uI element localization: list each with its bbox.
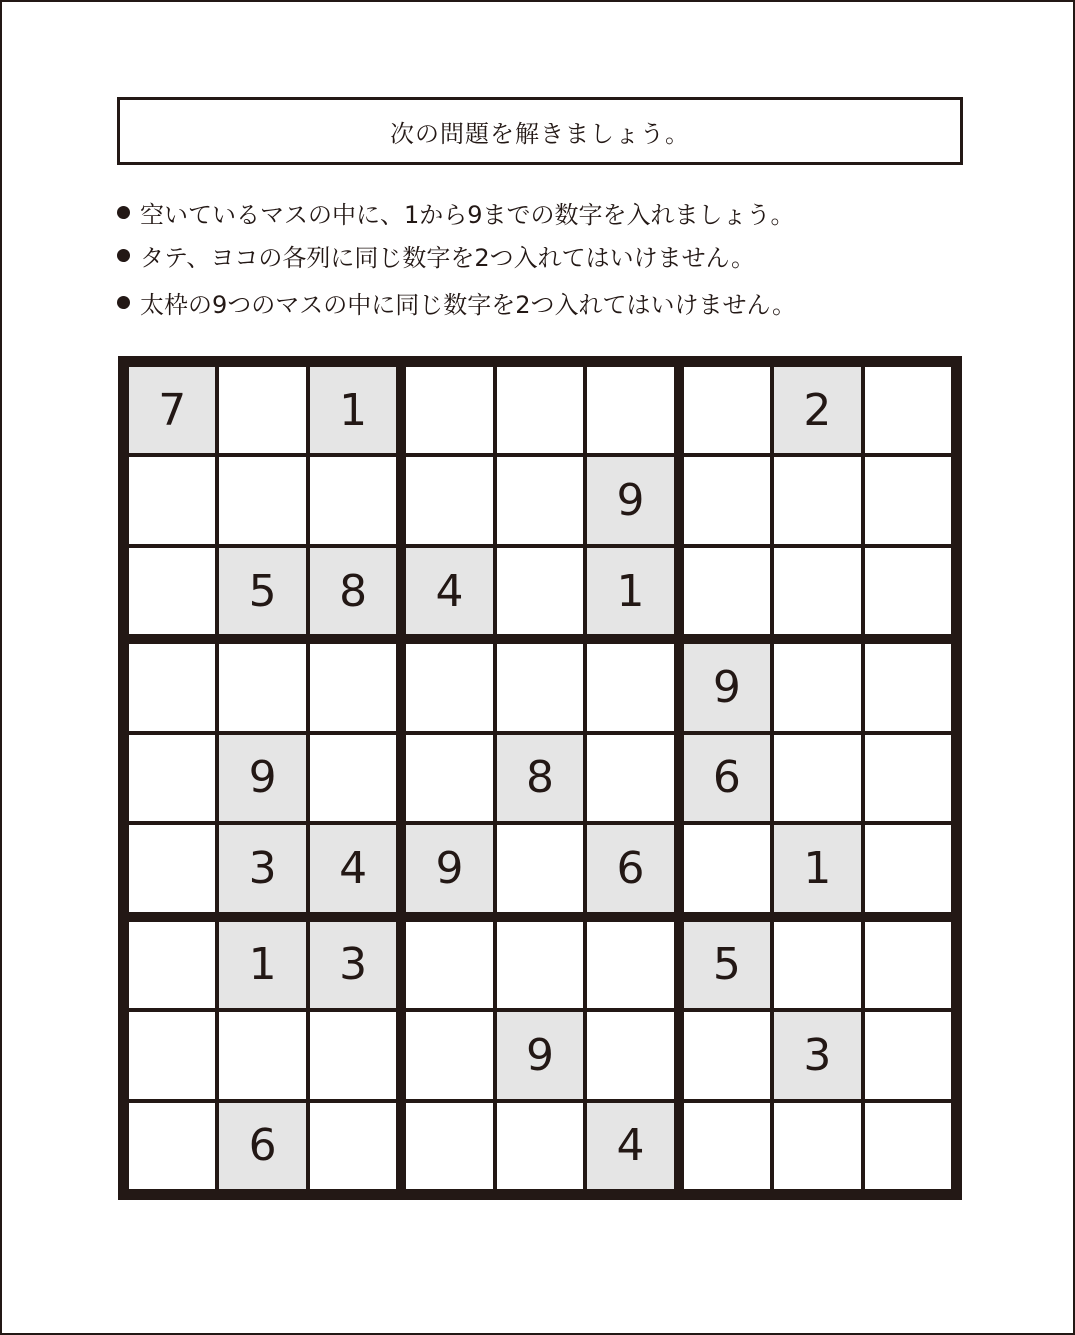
bullet-icon xyxy=(117,296,130,309)
empty-cell[interactable] xyxy=(406,644,492,730)
empty-cell[interactable] xyxy=(497,1103,583,1189)
empty-cell[interactable] xyxy=(774,1103,860,1189)
given-cell: 7 xyxy=(129,367,215,453)
empty-cell[interactable] xyxy=(684,825,770,911)
empty-cell[interactable] xyxy=(129,457,215,543)
rule-text: タテ、ヨコの各列に同じ数字を2つ入れてはいけません。 xyxy=(140,243,756,272)
empty-cell[interactable] xyxy=(497,548,583,634)
given-cell: 3 xyxy=(310,922,396,1008)
given-cell: 9 xyxy=(497,1012,583,1098)
given-cell: 9 xyxy=(587,457,673,543)
given-cell: 8 xyxy=(310,548,396,634)
empty-cell[interactable] xyxy=(406,922,492,1008)
empty-cell[interactable] xyxy=(774,548,860,634)
given-cell: 1 xyxy=(219,922,305,1008)
empty-cell[interactable] xyxy=(587,367,673,453)
empty-cell[interactable] xyxy=(129,644,215,730)
given-cell: 6 xyxy=(587,825,673,911)
empty-cell[interactable] xyxy=(497,457,583,543)
empty-cell[interactable] xyxy=(310,457,396,543)
given-cell: 6 xyxy=(219,1103,305,1189)
empty-cell[interactable] xyxy=(129,735,215,821)
empty-cell[interactable] xyxy=(587,735,673,821)
empty-cell[interactable] xyxy=(684,367,770,453)
empty-cell[interactable] xyxy=(129,825,215,911)
empty-cell[interactable] xyxy=(865,825,951,911)
empty-cell[interactable] xyxy=(774,457,860,543)
given-cell: 9 xyxy=(406,825,492,911)
given-cell: 3 xyxy=(219,825,305,911)
empty-cell[interactable] xyxy=(129,548,215,634)
rule-text: 太枠の9つのマスの中に同じ数字を2つ入れてはいけません。 xyxy=(140,290,796,319)
empty-cell[interactable] xyxy=(129,1012,215,1098)
rule-item xyxy=(117,237,755,273)
empty-cell[interactable] xyxy=(310,1012,396,1098)
empty-cell[interactable] xyxy=(684,1012,770,1098)
instruction-title: 次の問題を解きましょう。 xyxy=(390,119,690,148)
empty-cell[interactable] xyxy=(774,644,860,730)
bullet-icon xyxy=(117,249,130,262)
empty-cell[interactable] xyxy=(865,457,951,543)
given-cell: 1 xyxy=(310,367,396,453)
empty-cell[interactable] xyxy=(684,457,770,543)
rule-item xyxy=(117,284,796,320)
empty-cell[interactable] xyxy=(310,644,396,730)
given-cell: 1 xyxy=(774,825,860,911)
given-cell: 6 xyxy=(684,735,770,821)
given-cell: 5 xyxy=(219,548,305,634)
empty-cell[interactable] xyxy=(406,1103,492,1189)
bullet-icon xyxy=(117,206,130,219)
empty-cell[interactable] xyxy=(129,1103,215,1189)
given-cell: 9 xyxy=(219,735,305,821)
empty-cell[interactable] xyxy=(497,825,583,911)
empty-cell[interactable] xyxy=(219,1012,305,1098)
empty-cell[interactable] xyxy=(774,735,860,821)
empty-cell[interactable] xyxy=(310,735,396,821)
empty-cell[interactable] xyxy=(129,922,215,1008)
given-cell: 5 xyxy=(684,922,770,1008)
empty-cell[interactable] xyxy=(865,1012,951,1098)
given-cell: 2 xyxy=(774,367,860,453)
empty-cell[interactable] xyxy=(587,922,673,1008)
empty-cell[interactable] xyxy=(219,367,305,453)
empty-cell[interactable] xyxy=(497,644,583,730)
empty-cell[interactable] xyxy=(406,367,492,453)
empty-cell[interactable] xyxy=(865,1103,951,1189)
empty-cell[interactable] xyxy=(587,644,673,730)
rule-text: 空いているマスの中に、1から9までの数字を入れましょう。 xyxy=(140,200,795,229)
given-cell: 4 xyxy=(310,825,396,911)
empty-cell[interactable] xyxy=(219,644,305,730)
given-cell: 4 xyxy=(587,1103,673,1189)
empty-cell[interactable] xyxy=(774,922,860,1008)
empty-cell[interactable] xyxy=(865,922,951,1008)
empty-cell[interactable] xyxy=(865,367,951,453)
empty-cell[interactable] xyxy=(406,1012,492,1098)
empty-cell[interactable] xyxy=(497,367,583,453)
empty-cell[interactable] xyxy=(310,1103,396,1189)
empty-cell[interactable] xyxy=(406,457,492,543)
instruction-title-box xyxy=(117,97,963,165)
empty-cell[interactable] xyxy=(587,1012,673,1098)
empty-cell[interactable] xyxy=(219,457,305,543)
empty-cell[interactable] xyxy=(684,548,770,634)
empty-cell[interactable] xyxy=(865,548,951,634)
sudoku-grid xyxy=(118,356,962,1200)
given-cell: 4 xyxy=(406,548,492,634)
empty-cell[interactable] xyxy=(865,735,951,821)
given-cell: 3 xyxy=(774,1012,860,1098)
given-cell: 9 xyxy=(684,644,770,730)
rule-item xyxy=(117,194,795,230)
given-cell: 8 xyxy=(497,735,583,821)
empty-cell[interactable] xyxy=(865,644,951,730)
empty-cell[interactable] xyxy=(406,735,492,821)
given-cell: 1 xyxy=(587,548,673,634)
empty-cell[interactable] xyxy=(684,1103,770,1189)
empty-cell[interactable] xyxy=(497,922,583,1008)
